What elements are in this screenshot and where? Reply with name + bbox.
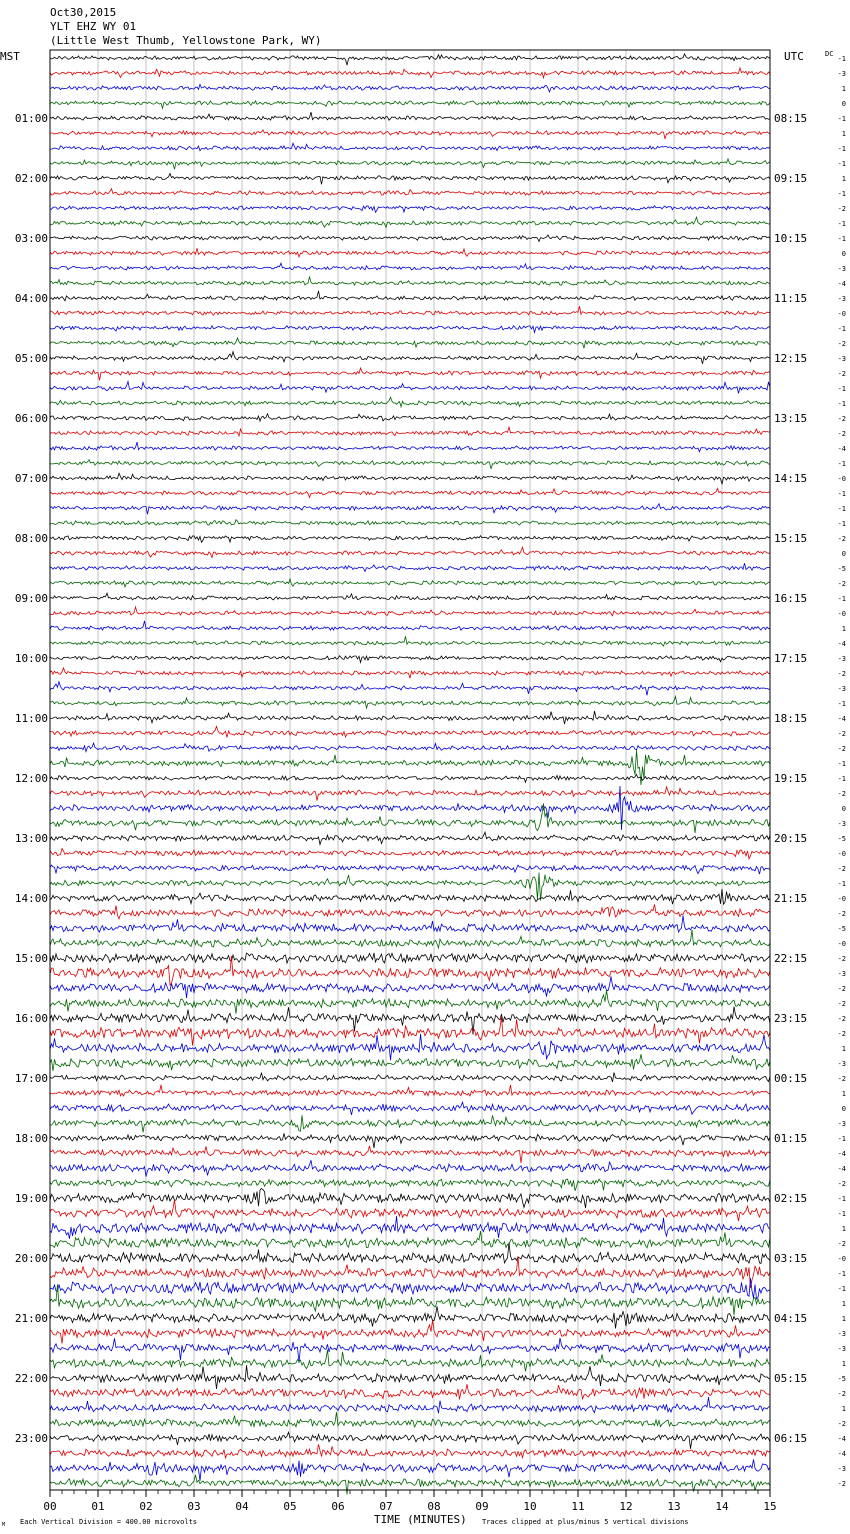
dc-offset-value: 1	[841, 1300, 846, 1308]
trace-line	[50, 489, 770, 498]
dc-offset-value: -1	[837, 880, 846, 888]
dc-offset-value: -1	[837, 115, 846, 123]
dc-offset-value: -3	[837, 820, 846, 828]
trace-line	[50, 536, 770, 543]
trace-line	[50, 1365, 770, 1389]
utc-hour-label: 14:15	[774, 472, 808, 485]
dc-offset-value: -1	[837, 190, 846, 198]
dc-offset-value: -0	[837, 895, 846, 903]
trace-line	[50, 697, 770, 709]
dc-offset-value: -5	[837, 565, 846, 573]
utc-hour-label: 18:15	[774, 712, 808, 725]
trace-line	[50, 1412, 770, 1427]
x-tick-label: 05	[283, 1500, 297, 1513]
dc-offset-value: -2	[837, 1480, 846, 1488]
trace-line	[50, 1306, 770, 1328]
dc-offset-value: -3	[837, 1345, 846, 1353]
dc-offset-value: -3	[837, 1465, 846, 1473]
dc-offset-value: -1	[837, 400, 846, 408]
utc-hour-labels	[774, 112, 807, 1445]
trace-line	[50, 832, 770, 844]
dc-offset-value: -1	[837, 505, 846, 513]
trace-line	[50, 636, 770, 646]
dc-offset-value: 1	[841, 1090, 846, 1098]
dc-offset-value: -5	[837, 1375, 846, 1383]
trace-line	[50, 726, 770, 737]
trace-line	[50, 460, 770, 469]
mst-hour-label: 22:00	[14, 1372, 48, 1385]
clip-note: Traces clipped at plus/minus 5 vertical divisions	[482, 1518, 689, 1526]
utc-hour-label: 22:15	[774, 952, 808, 965]
trace-line	[50, 1231, 770, 1248]
dc-offset-value: -2	[837, 1015, 846, 1023]
trace-line	[50, 787, 770, 801]
trace-line	[50, 306, 770, 315]
mst-hour-label: 06:00	[14, 412, 48, 425]
x-axis-ticks	[43, 1490, 776, 1513]
time-gridlines	[98, 50, 722, 1490]
dc-offset-value: -4	[837, 1150, 846, 1158]
trace-line	[50, 1102, 770, 1115]
header-location: (Little West Thumb, Yellowstone Park, WY)	[50, 34, 322, 47]
dc-offset-value: -1	[837, 55, 846, 63]
dc-offset-value: -2	[837, 580, 846, 588]
dc-offset-value: -3	[837, 70, 846, 78]
trace-line	[50, 217, 770, 227]
dc-offset-value: -3	[837, 1330, 846, 1338]
trace-line	[50, 68, 770, 78]
trace-line	[50, 206, 770, 213]
trace-line	[50, 956, 770, 985]
trace-line	[50, 189, 770, 195]
trace-line	[50, 1338, 770, 1363]
dc-offset-value: -0	[837, 475, 846, 483]
x-tick-label: 11	[571, 1500, 585, 1513]
dc-offset-value: -2	[837, 1240, 846, 1248]
trace-line	[50, 579, 770, 587]
trace-line	[50, 427, 770, 436]
utc-hour-label: 10:15	[774, 232, 808, 245]
utc-hour-label: 06:15	[774, 1432, 808, 1445]
x-tick-label: 10	[523, 1500, 537, 1513]
trace-line	[50, 1350, 770, 1372]
trace-line	[50, 101, 770, 109]
trace-line	[50, 248, 770, 257]
mst-hour-label: 11:00	[14, 712, 48, 725]
scale-note: Each Vertical Division = 400.00 microvolts	[20, 1518, 198, 1526]
x-tick-label: 13	[667, 1500, 681, 1513]
dc-offset-value: -1	[837, 160, 846, 168]
dc-offset-value: -3	[837, 1060, 846, 1068]
dc-offset-value: -2	[837, 205, 846, 213]
utc-hour-label: 16:15	[774, 592, 808, 605]
dc-offset-value: -4	[837, 1450, 846, 1458]
x-tick-label: 08	[427, 1500, 441, 1513]
utc-hour-label: 01:15	[774, 1132, 808, 1145]
dc-offset-value: -2	[837, 370, 846, 378]
trace-line	[50, 1284, 770, 1315]
utc-hour-label: 12:15	[774, 352, 808, 365]
dc-offset-value: -2	[837, 1000, 846, 1008]
seismic-traces	[50, 54, 770, 1494]
dc-offset-value: -2	[837, 910, 846, 918]
dc-offset-value: -4	[837, 1435, 846, 1443]
dc-offset-value: -1	[837, 220, 846, 228]
mst-hour-label: 12:00	[14, 772, 48, 785]
trace-line	[50, 1460, 770, 1481]
x-axis-label: TIME (MINUTES)	[374, 1513, 467, 1526]
trace-line	[50, 520, 770, 525]
dc-offset-value: -0	[837, 610, 846, 618]
trace-line	[50, 397, 770, 407]
dc-offset-value: -2	[837, 430, 846, 438]
dc-offset-labels	[838, 55, 846, 1488]
trace-line	[50, 1073, 770, 1082]
trace-line	[50, 563, 770, 571]
dc-offset-value: -1	[837, 520, 846, 528]
dc-offset-value: -0	[837, 850, 846, 858]
trace-line	[50, 1320, 770, 1343]
utc-hour-label: 13:15	[774, 412, 808, 425]
dc-offset-value: -4	[837, 445, 846, 453]
x-tick-label: 09	[475, 1500, 489, 1513]
dc-offset-value: -2	[837, 670, 846, 678]
dc-offset-value: 1	[841, 1045, 846, 1053]
trace-line	[50, 1133, 770, 1148]
trace-line	[50, 621, 770, 630]
dc-offset-value: -2	[837, 1390, 846, 1398]
dc-offset-value: -1	[837, 490, 846, 498]
trace-line	[50, 873, 770, 901]
dc-offset-value: -3	[837, 655, 846, 663]
dc-offset-value: -2	[837, 535, 846, 543]
trace-line	[50, 1397, 770, 1413]
left-timezone-label: MST	[0, 50, 20, 63]
dc-offset-value: 0	[841, 550, 846, 558]
utc-hour-label: 05:15	[774, 1372, 808, 1385]
trace-line	[50, 1034, 770, 1060]
mst-hour-label: 05:00	[14, 352, 48, 365]
utc-hour-label: 03:15	[774, 1252, 808, 1265]
trace-line	[50, 889, 770, 904]
trace-line	[50, 656, 770, 663]
utc-hour-label: 21:15	[774, 892, 808, 905]
trace-line	[50, 235, 770, 242]
trace-line	[50, 1384, 770, 1399]
trace-line	[50, 442, 770, 452]
trace-line	[50, 414, 770, 421]
dc-offset-value: 1	[841, 130, 846, 138]
dc-offset-value: -0	[837, 940, 846, 948]
dc-offset-value: -3	[837, 1120, 846, 1128]
mst-hour-label: 13:00	[14, 832, 48, 845]
x-tick-label: 07	[379, 1500, 393, 1513]
mst-hour-labels	[15, 112, 48, 1445]
dc-offset-value: -1	[837, 595, 846, 603]
dc-offset-value: -5	[837, 835, 846, 843]
utc-hour-label: 09:15	[774, 172, 808, 185]
trace-line	[50, 504, 770, 515]
dc-offset-value: -3	[837, 265, 846, 273]
trace-line	[50, 1054, 770, 1071]
dc-offset-value: -1	[837, 1210, 846, 1218]
dc-offset-value: -2	[837, 985, 846, 993]
dc-offset-value: -1	[837, 1135, 846, 1143]
trace-line	[50, 774, 770, 782]
trace-line	[50, 865, 770, 874]
dc-label: DC	[825, 50, 834, 58]
trace-line	[50, 174, 770, 185]
dc-offset-value: 0	[841, 250, 846, 258]
dc-offset-value: -2	[837, 955, 846, 963]
dc-offset-value: -4	[837, 715, 846, 723]
utc-hour-label: 04:15	[774, 1312, 808, 1325]
trace-line	[50, 607, 770, 616]
trace-line	[50, 277, 770, 285]
trace-line	[50, 1444, 770, 1458]
trace-line	[50, 930, 770, 948]
dc-offset-value: -3	[837, 970, 846, 978]
trace-line	[50, 711, 770, 724]
dc-offset-value: 1	[841, 1315, 846, 1323]
header-date: Oct30,2015	[50, 6, 117, 19]
dc-offset-value: 1	[841, 1405, 846, 1413]
mst-hour-label: 14:00	[14, 892, 48, 905]
utc-hour-label: 15:15	[774, 532, 808, 545]
mst-hour-label: 17:00	[14, 1072, 48, 1085]
dc-offset-value: 1	[841, 1225, 846, 1233]
mst-hour-label: 20:00	[14, 1252, 48, 1265]
trace-line	[50, 84, 770, 92]
trace-line	[50, 904, 770, 919]
dc-offset-value: -1	[837, 775, 846, 783]
trace-line	[50, 159, 770, 170]
trace-line	[50, 1243, 770, 1264]
utc-hour-label: 19:15	[774, 772, 808, 785]
mst-hour-label: 02:00	[14, 172, 48, 185]
trace-line	[50, 1189, 770, 1209]
dc-offset-value: -0	[837, 1255, 846, 1263]
mst-hour-label: 09:00	[14, 592, 48, 605]
mst-hour-label: 04:00	[14, 292, 48, 305]
utc-hour-label: 00:15	[774, 1072, 808, 1085]
mst-hour-label: 16:00	[14, 1012, 48, 1025]
dc-offset-value: -1	[837, 1270, 846, 1278]
trace-line	[50, 263, 770, 270]
trace-line	[50, 112, 770, 120]
dc-offset-value: -2	[837, 340, 846, 348]
trace-line	[50, 1278, 770, 1299]
trace-line	[50, 916, 770, 933]
trace-line	[50, 1432, 770, 1449]
dc-offset-value: -1	[837, 325, 846, 333]
trace-line	[50, 54, 770, 65]
x-tick-label: 14	[715, 1500, 729, 1513]
utc-hour-label: 11:15	[774, 292, 808, 305]
dc-offset-value: -2	[837, 1180, 846, 1188]
trace-line	[50, 352, 770, 364]
dc-offset-value: 1	[841, 1360, 846, 1368]
mst-hour-label: 08:00	[14, 532, 48, 545]
mst-hour-label: 19:00	[14, 1192, 48, 1205]
dc-offset-value: -4	[837, 1165, 846, 1173]
dc-offset-value: -2	[837, 730, 846, 738]
trace-line	[50, 990, 770, 1013]
mst-hour-label: 03:00	[14, 232, 48, 245]
dc-offset-value: -4	[837, 640, 846, 648]
utc-hour-label: 08:15	[774, 112, 808, 125]
mst-hour-label: 01:00	[14, 112, 48, 125]
x-tick-label: 15	[763, 1500, 777, 1513]
trace-line	[50, 976, 770, 998]
utc-hour-label: 20:15	[774, 832, 808, 845]
dc-offset-value: -3	[837, 355, 846, 363]
right-timezone-label: UTC	[784, 50, 804, 63]
trace-line	[50, 750, 770, 785]
utc-hour-label: 02:15	[774, 1192, 808, 1205]
x-tick-label: 03	[187, 1500, 201, 1513]
dc-offset-value: -1	[837, 1285, 846, 1293]
x-tick-label: 12	[619, 1500, 633, 1513]
dc-offset-value: -2	[837, 1420, 846, 1428]
trace-line	[50, 326, 770, 333]
trace-line	[50, 593, 770, 600]
trace-line	[50, 849, 770, 859]
dc-offset-value: -4	[837, 280, 846, 288]
dc-offset-value: -1	[837, 460, 846, 468]
dc-offset-value: -2	[837, 745, 846, 753]
trace-line	[50, 338, 770, 348]
trace-line	[50, 743, 770, 752]
trace-line	[50, 1146, 770, 1163]
dc-offset-value: -1	[837, 700, 846, 708]
x-tick-label: 04	[235, 1500, 249, 1513]
dc-offset-value: -1	[837, 235, 846, 243]
dc-offset-value: -2	[837, 415, 846, 423]
dc-offset-value: -0	[837, 310, 846, 318]
trace-line	[50, 668, 770, 678]
header-station: YLT EHZ WY 01	[50, 20, 137, 33]
x-tick-label: 01	[91, 1500, 105, 1513]
dc-offset-value: -2	[837, 1075, 846, 1083]
mst-hour-label: 18:00	[14, 1132, 48, 1145]
dc-offset-value: -2	[837, 865, 846, 873]
dc-offset-value: -1	[837, 1195, 846, 1203]
dc-offset-value: -1	[837, 760, 846, 768]
x-tick-label: 00	[43, 1500, 57, 1513]
dc-offset-value: -2	[837, 1030, 846, 1038]
dc-offset-value: -1	[837, 385, 846, 393]
trace-line	[50, 1200, 770, 1221]
trace-line	[50, 953, 770, 963]
trace-line	[50, 682, 770, 696]
trace-line	[50, 547, 770, 557]
dc-offset-value: 1	[841, 175, 846, 183]
trace-line	[50, 382, 770, 394]
dc-offset-value: 1	[841, 85, 846, 93]
mst-hour-label: 07:00	[14, 472, 48, 485]
trace-line	[50, 1179, 770, 1191]
mst-hour-label: 21:00	[14, 1312, 48, 1325]
dc-offset-value: -2	[837, 790, 846, 798]
utc-hour-label: 17:15	[774, 652, 808, 665]
mst-hour-label: 15:00	[14, 952, 48, 965]
dc-offset-value: -3	[837, 295, 846, 303]
trace-line	[50, 473, 770, 484]
trace-line	[50, 1160, 770, 1177]
mst-hour-label: 23:00	[14, 1432, 48, 1445]
dc-offset-value: 0	[841, 1105, 846, 1113]
trace-line	[50, 368, 770, 380]
corner-mark: M	[2, 1522, 6, 1528]
dc-offset-value: 1	[841, 625, 846, 633]
dc-offset-value: -3	[837, 685, 846, 693]
trace-line	[50, 291, 770, 301]
dc-offset-value: -1	[837, 145, 846, 153]
x-tick-label: 06	[331, 1500, 345, 1513]
dc-offset-value: 0	[841, 805, 846, 813]
trace-line	[50, 1216, 770, 1239]
utc-hour-label: 23:15	[774, 1012, 808, 1025]
trace-line	[50, 1115, 770, 1132]
dc-offset-value: 0	[841, 100, 846, 108]
dc-offset-value: -5	[837, 925, 846, 933]
trace-line	[50, 130, 770, 139]
mst-hour-label: 10:00	[14, 652, 48, 665]
x-tick-label: 02	[139, 1500, 153, 1513]
trace-line	[50, 1085, 770, 1096]
trace-line	[50, 143, 770, 151]
